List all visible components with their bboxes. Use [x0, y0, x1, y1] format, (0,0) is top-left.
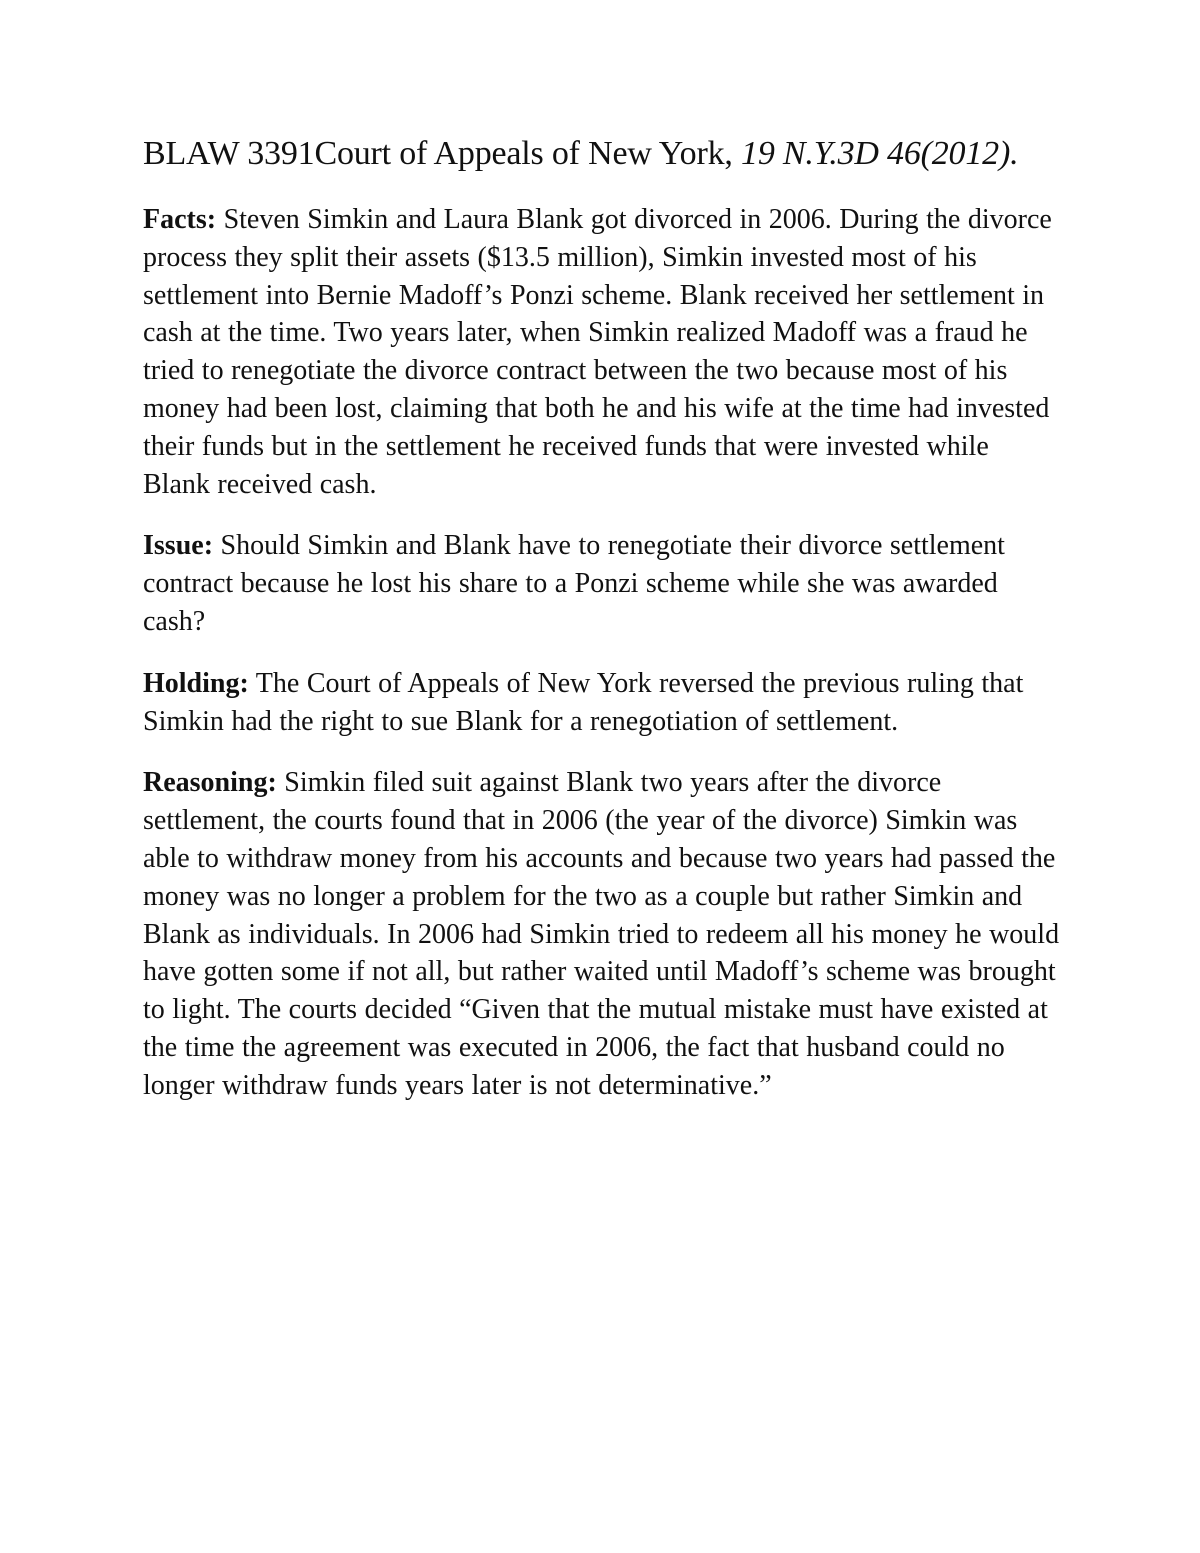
facts-section — [143, 201, 1063, 503]
case-citation: 19 N.Y.3D 46(2012). — [741, 135, 1019, 172]
document-page — [143, 132, 1063, 1129]
holding-label: Holding: — [143, 667, 249, 699]
issue-section — [143, 527, 1063, 640]
court-name: Court of Appeals of New York, — [314, 135, 742, 172]
course-code: BLAW 3391 — [143, 135, 315, 172]
holding-text: The Court of Appeals of New York reversed the previous ruling that Simkin had the right to sue Blank for a renegotiation of settlement. — [143, 667, 1024, 737]
reasoning-section — [143, 764, 1063, 1104]
reasoning-label: Reasoning: — [143, 767, 277, 799]
document-heading — [143, 132, 1063, 175]
reasoning-text: Simkin filed suit against Blank two years after the divorce settlement, the courts found that in 2006 (the year of the divorce) Simkin was able to withdraw money from his accounts and because two years had passed the money was no longer a problem for the two as a couple but rather Simkin and Blank as individuals. In 2006 had Simkin tried to redeem all his money he would have gotten some if not all, but rather waited until Madoff’s scheme was brought to light. The courts decided “Given that the mutual mistake must have existed at the time the agreement was executed in 2006, the fact that husband could no longer withdraw funds years later is not determinative.” — [143, 767, 1060, 1101]
issue-text: Should Simkin and Blank have to renegotiate their divorce settlement contract because he lost his share to a Ponzi scheme while she was awarded cash? — [143, 530, 1005, 637]
facts-text: Steven Simkin and Laura Blank got divorced in 2006. During the divorce process they split their assets ($13.5 million), Simkin invested most of his settlement into Bernie Madoff’s Ponzi scheme. Blank received her settlement in cash at the time. Two years later, when Simkin realized Madoff was a fraud he tried to renegotiate the divorce contract between the two because most of his money had been lost, claiming that both he and his wife at the time had invested their funds but in the settlement he received funds that were invested while Blank received cash. — [143, 204, 1052, 500]
facts-label: Facts: — [143, 204, 217, 235]
issue-label: Issue: — [143, 530, 214, 562]
holding-section — [143, 665, 1063, 741]
